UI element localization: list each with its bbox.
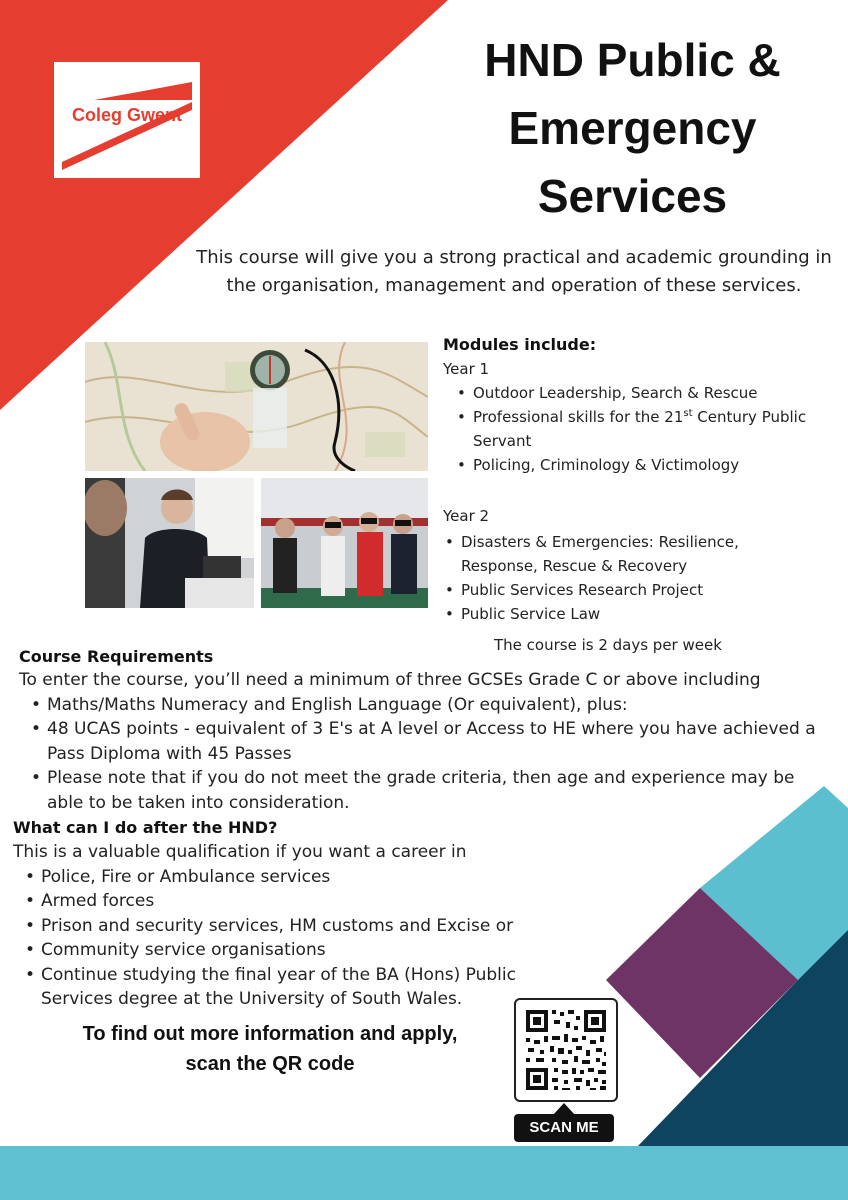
scan-me-label: SCAN ME <box>514 1114 614 1142</box>
list-item: • Please note that if you do not meet the grade criteria, then age and experience may be able to be taken into consideration. <box>29 766 834 815</box>
after-intro: This is a valuable qualification if you want a career in <box>13 842 467 862</box>
title-line-3: Services <box>537 170 728 222</box>
call-to-action <box>40 1019 500 1079</box>
requirements-intro: To enter the course, you’ll need a minimum of three GCSEs Grade C or above including <box>19 670 761 690</box>
title-line-1: HND Public & <box>484 34 781 86</box>
list-item: • Disasters & Emergencies: Resilience, Response, Rescue & Recovery <box>443 530 803 578</box>
after-section <box>13 840 543 1012</box>
list-item: • Armed forces <box>23 889 543 914</box>
logo-text: Coleg Gwent <box>71 105 182 125</box>
title-line-2: Emergency <box>508 102 757 154</box>
list-item: • Continue studying the final year of the BA (Hons) Public Services degree at the University of South Wales. <box>23 963 543 1012</box>
qr-code[interactable] <box>514 998 618 1102</box>
cta-line-2: scan the QR code <box>185 1053 355 1075</box>
qr-code-icon <box>516 1000 616 1100</box>
group-vr-photo <box>261 478 428 608</box>
course-duration-note: The course is 2 days per week <box>494 636 722 654</box>
requirements-section <box>19 668 834 815</box>
course-intro: This course will give you a strong practical and academic grounding in the organisation, management and operation of these services. <box>196 247 832 296</box>
college-logo[interactable] <box>54 62 200 178</box>
list-item: • Public Services Research Project <box>443 578 803 602</box>
year2-label: Year 2 <box>443 507 490 525</box>
bottom-bar <box>0 1146 848 1200</box>
list-item: • Professional skills for the 21st Century Public Servant <box>455 405 838 453</box>
list-item: • Police, Fire or Ambulance services <box>23 865 543 890</box>
year1-label: Year 1 <box>443 360 490 378</box>
list-item: • Policing, Criminology & Victimology <box>455 453 838 477</box>
list-item: • Maths/Maths Numeracy and English Language (Or equivalent), plus: <box>29 693 834 718</box>
modules-year1 <box>443 357 838 477</box>
student-laptop-photo <box>85 478 254 608</box>
list-item: • Prison and security services, HM customs and Excise or <box>23 914 543 939</box>
page-title <box>440 26 825 230</box>
cta-line-1: To find out more information and apply, <box>82 1023 458 1045</box>
requirements-heading: Course Requirements <box>19 647 214 666</box>
list-item: • Public Service Law <box>443 602 803 626</box>
map-compass-photo <box>85 342 428 471</box>
list-item: • Outdoor Leadership, Search & Rescue <box>455 381 838 405</box>
modules-heading: Modules include: <box>443 335 597 354</box>
list-item: • 48 UCAS points - equivalent of 3 E's at A level or Access to HE where you have achieved a Pass Diploma with 45 Passes <box>29 717 834 766</box>
list-item: • Community service organisations <box>23 938 543 963</box>
modules-year2 <box>443 504 803 626</box>
after-heading: What can I do after the HND? <box>13 818 278 837</box>
